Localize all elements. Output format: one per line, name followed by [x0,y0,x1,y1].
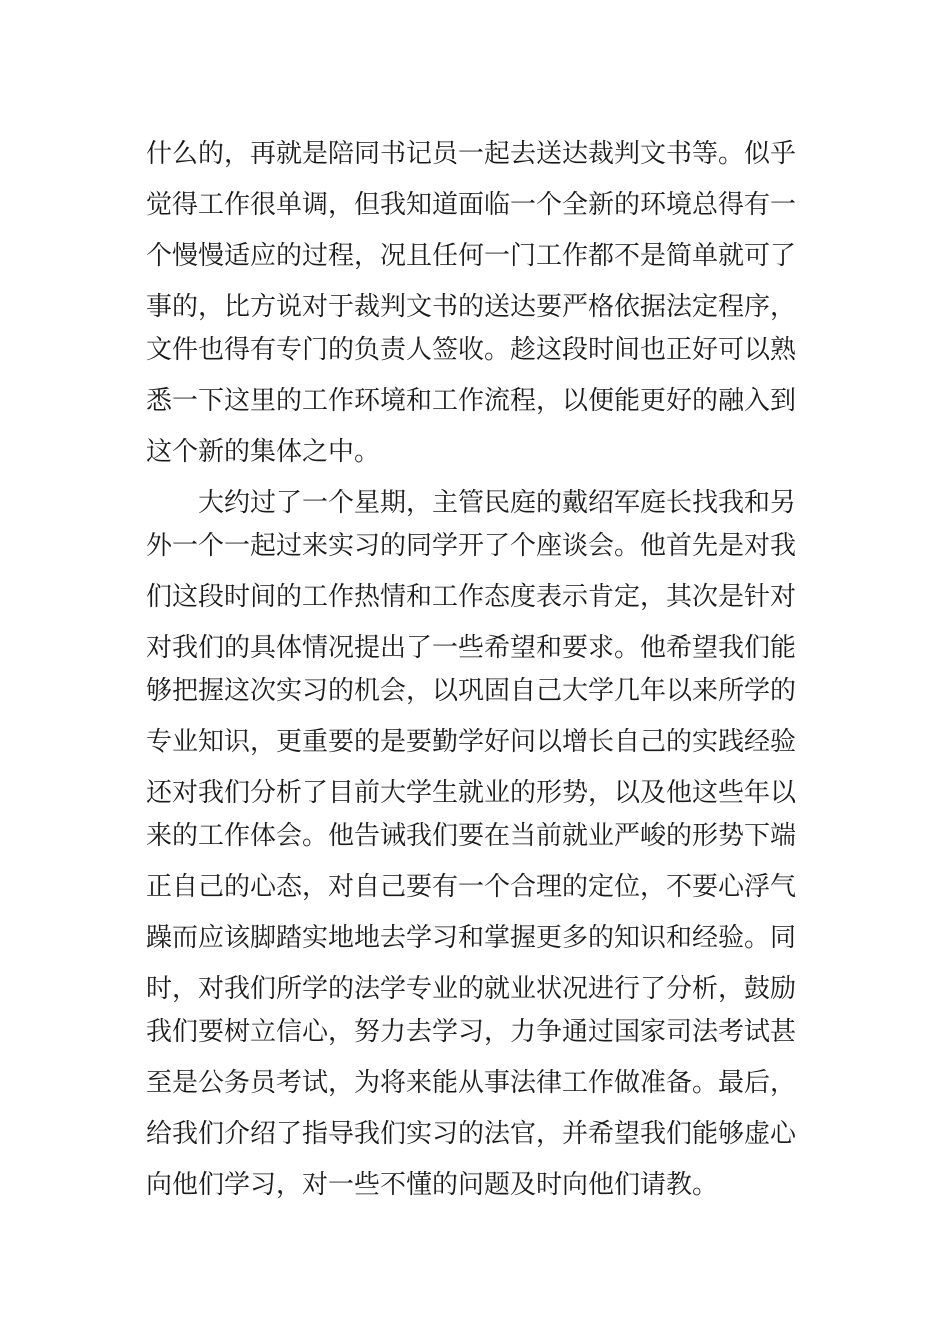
paragraph-1-line-3: 个慢慢适应的过程，况且任何一门工作都不是简单就可了 [146,241,797,271]
paragraph-2-line-13: 至是公务员考试，为将来能从事法律工作做准备。最后， [146,1068,797,1098]
paragraph-2-line-6: 专业知识，更重要的是要勤学好问以增长自己的实践经验 [146,727,797,757]
paragraph-1-line-6: 悉一下这里的工作环境和工作流程，以便能更好的融入到 [146,386,797,416]
paragraph-2-line-9: 正自己的心态，对自己要有一个合理的定位，不要心浮气 [146,872,797,902]
paragraph-1-line-2: 觉得工作很单调，但我知道面临一个全新的环境总得有一 [146,190,797,220]
paragraph-2-line-10: 躁而应该脚踏实地地去学习和掌握更多的知识和经验。同 [146,923,797,953]
paragraph-2-line-4: 对我们的具体情况提出了一些希望和要求。他希望我们能 [146,633,797,663]
paragraph-1-line-5: 文件也得有专门的负责人签收。趁这段时间也正好可以熟 [146,335,797,365]
paragraph-2-line-14: 给我们介绍了指导我们实习的法官，并希望我们能够虚心 [146,1119,797,1149]
paragraph-2-line-15: 向他们学习，对一些不懂的问题及时向他们请教。 [146,1170,719,1200]
paragraph-2-line-2: 外一个一起过来实习的同学开了个座谈会。他首先是对我 [146,531,797,561]
paragraph-2-line-11: 时，对我们所学的法学专业的就业状况进行了分析，鼓励 [146,974,797,1004]
paragraph-1-line-7: 这个新的集体之中。 [146,437,381,467]
paragraph-2-line-3: 们这段时间的工作热情和工作态度表示肯定，其次是针对 [146,582,797,612]
paragraph-2-line-7: 还对我们分析了目前大学生就业的形势，以及他这些年以 [146,778,797,808]
paragraph-2-line-12: 我们要树立信心，努力去学习，力争通过国家司法考试甚 [146,1017,797,1047]
paragraph-1-line-4: 事的，比方说对于裁判文书的送达要严格依据法定程序， [146,292,797,322]
paragraph-2-line-8: 来的工作体会。他告诫我们要在当前就业严峻的形势下端 [146,821,797,851]
paragraph-2-line-5: 够把握这次实习的机会，以巩固自己大学几年以来所学的 [146,676,797,706]
paragraph-1-line-1: 什么的，再就是陪同书记员一起去送达裁判文书等。似乎 [146,139,797,169]
paragraph-2-line-1: 大约过了一个星期，主管民庭的戴绍军庭长找我和另 [198,488,797,518]
